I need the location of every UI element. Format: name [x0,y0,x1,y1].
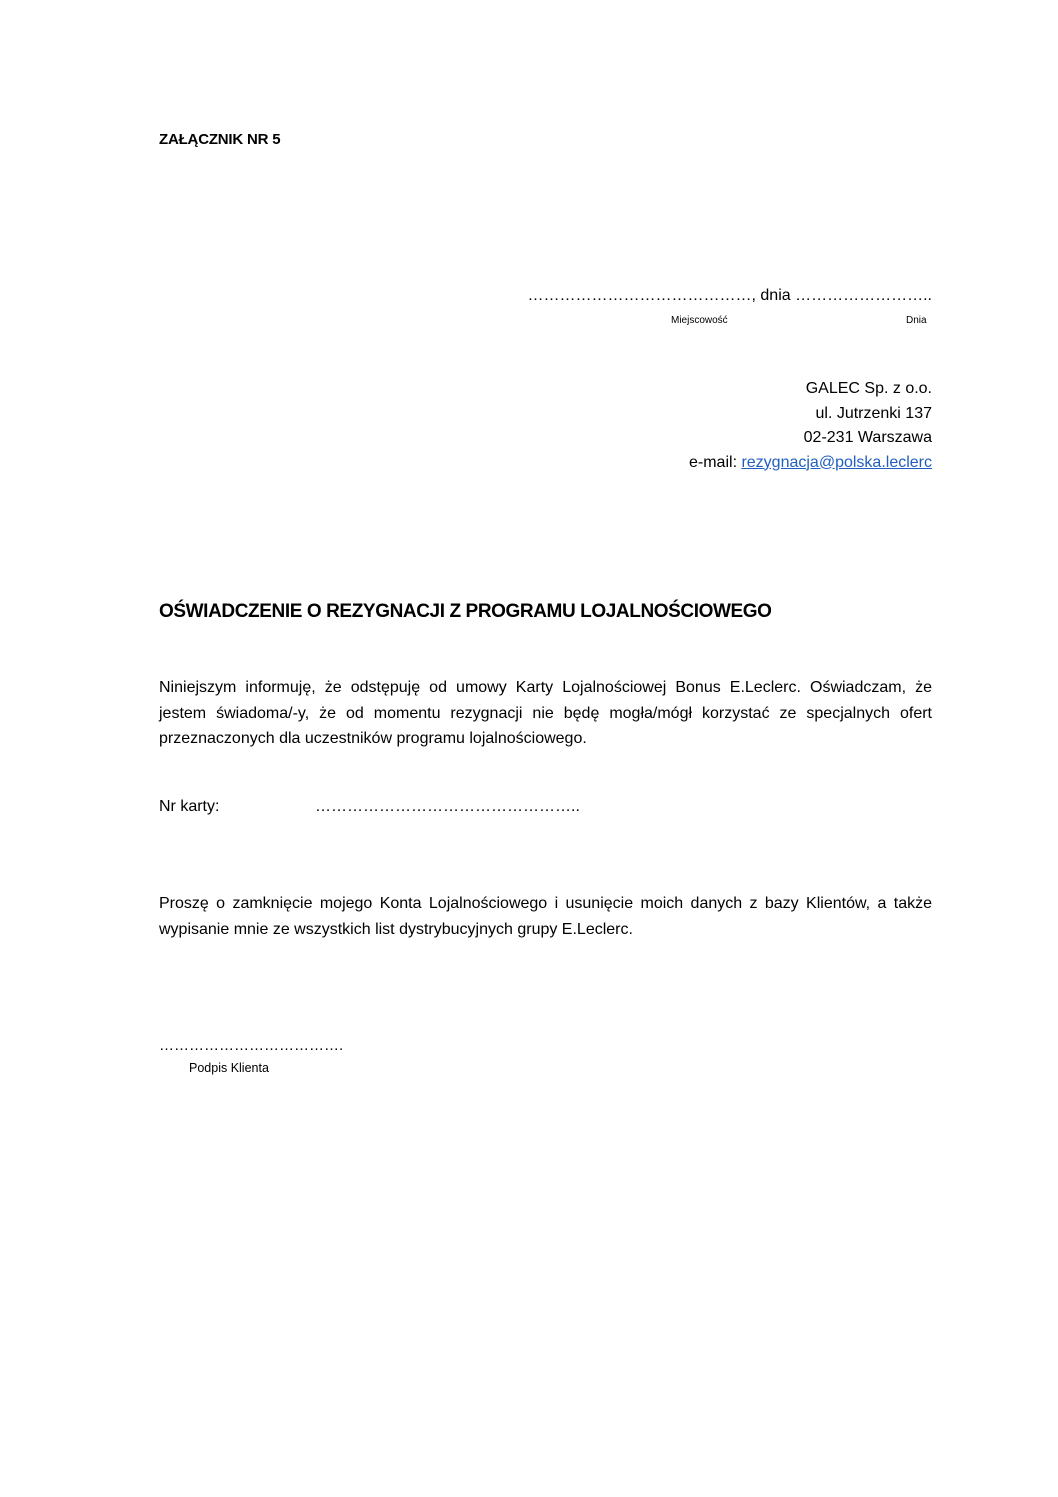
company-name: GALEC Sp. z o.o. [805,380,932,397]
place-date-line: ……………………………………, dnia …………………….. [527,287,932,304]
document-title: OŚWIADCZENIE O REZYGNACJI Z PROGRAMU LOJALNOŚCIOWEGO [159,601,772,622]
email-link[interactable]: rezygnacja@polska.leclerc [741,453,932,471]
resignation-paragraph: Niniejszym informuję, że odstępuję od umowy Karty Lojalnościowej Bonus E.Leclerc. Oświadczam, że jestem świadoma/-y, że od momentu rezygnacji nie będę mogła/mógł korzystać ze specjalnych ofert przeznaczonych dla uczestników programu lojalnościowego. [159,679,932,747]
annex-heading: ZAŁĄCZNIK NR 5 [159,131,281,148]
postal-city: 02-231 Warszawa [803,429,932,446]
email-line [512,451,932,476]
date-caption: Dnia [906,315,927,326]
signature-line: ………………………………. [159,1037,344,1054]
card-number-label: Nr karty: [159,798,220,815]
place-caption: Miejscowość [671,315,728,326]
signature-caption: Podpis Klienta [189,1061,269,1075]
email-label: e-mail: [689,453,742,471]
card-number-row [159,798,580,816]
street-address: ul. Jutrzenki 137 [815,404,932,422]
account-closure-paragraph: Proszę o zamknięcie mojego Konta Lojalnościowego i usunięcie moich danych z bazy Klientów, a także wypisanie mnie ze wszystkich list dystrybucyjnych grupy E.Leclerc. [159,895,932,938]
recipient-address [512,377,932,475]
card-number-field: ………………………………………….. [315,798,580,815]
